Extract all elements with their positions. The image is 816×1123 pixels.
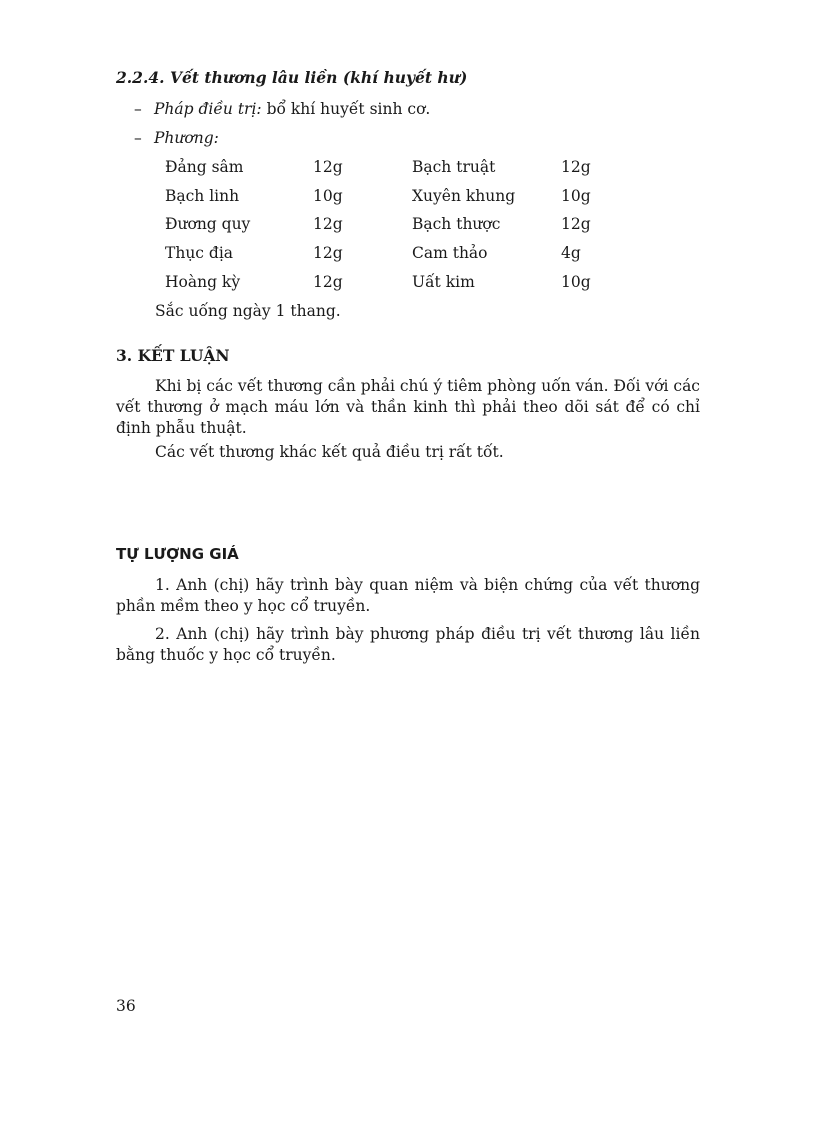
table-row [0,187,816,211]
table-row [0,158,816,182]
herb-name: Đảng sâm [165,158,244,176]
review-question: 1. Anh (chị) hãy trình bày quan niệm và biện chứng của vết thương phần mềm theo y học cổ truyền. [116,576,700,615]
table-row [0,215,816,239]
herb-name: Bạch linh [165,187,240,205]
herb-dose: 12g [313,273,343,291]
herb-dose: 12g [561,158,591,176]
page-number: 36 [116,997,136,1015]
herb-name: Xuyên khung [412,187,516,205]
self-assessment-heading: TỰ LƯỢNG GIÁ [116,545,239,563]
table-row [0,244,816,268]
dosage-note: Sắc uống ngày 1 thang. [155,302,341,320]
bullet-dash: – [134,100,142,118]
herb-name: Uất kim [412,273,475,291]
herb-name: Hoàng kỳ [165,273,241,291]
herb-dose: 12g [313,244,343,262]
conclusion-heading: 3. KẾT LUẬN [116,346,230,365]
herb-name: Cam thảo [412,244,488,262]
herb-name: Thục địa [165,244,234,262]
herb-name: Bạch truật [412,158,496,176]
treatment-method-text: bổ khí huyết sinh cơ. [261,100,431,118]
table-row [0,273,816,297]
bullet-dash: – [134,129,142,147]
section-heading: 2.2.4. Vết thương lâu liền (khí huyết hư) [116,68,468,87]
herb-dose: 12g [313,215,343,233]
herb-dose: 12g [313,158,343,176]
herb-dose: 10g [561,187,591,205]
conclusion-paragraph: Các vết thương khác kết quả điều trị rất tốt. [155,443,504,461]
herb-dose: 4g [561,244,581,262]
herb-dose: 10g [313,187,343,205]
formula-label: Phương: [154,129,219,147]
herb-name: Đương quy [165,215,251,233]
treatment-method-label: Pháp điều trị: [154,100,262,118]
review-question: 2. Anh (chị) hãy trình bày phương pháp điều trị vết thương lâu liền bằng thuốc y học cổ truyền. [116,625,700,664]
herb-dose: 12g [561,215,591,233]
treatment-method-line [134,100,430,118]
herb-dose: 10g [561,273,591,291]
herb-name: Bạch thược [412,215,501,233]
formula-line [134,129,219,147]
conclusion-paragraph: Khi bị các vết thương cần phải chú ý tiêm phòng uốn ván. Đối với các vết thương ở mạch máu lớn và thần kinh thì phải theo dõi sát để có chỉ định phẫu thuật. [116,377,700,437]
